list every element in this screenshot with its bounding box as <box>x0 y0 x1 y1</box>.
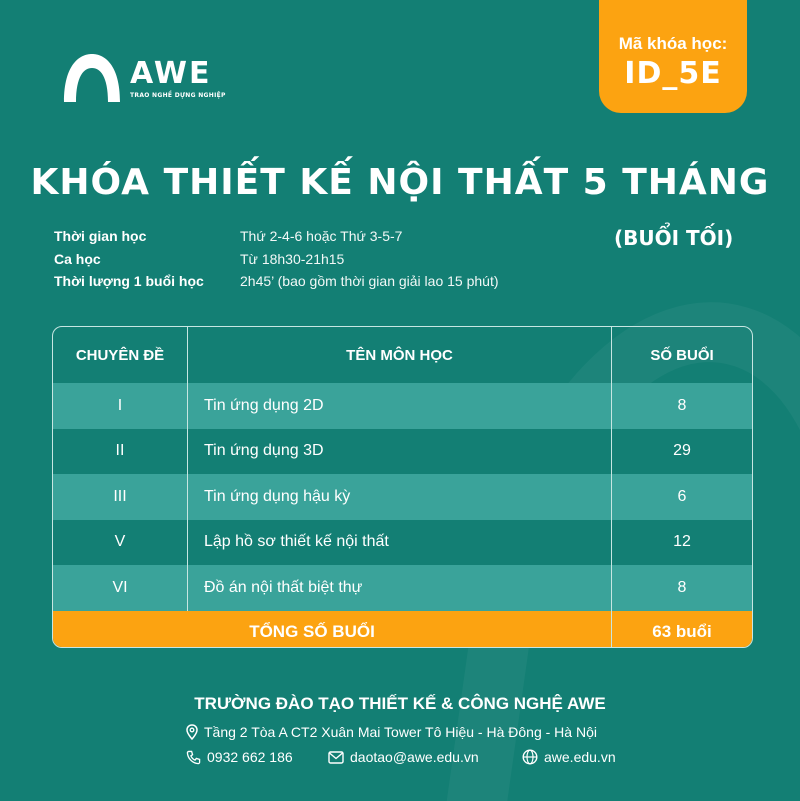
header-subject: TÊN MÔN HỌC <box>188 327 612 383</box>
curriculum-table <box>52 326 753 648</box>
email-address[interactable]: daotao@awe.edu.vn <box>350 749 479 765</box>
topic-cell: V <box>53 520 188 566</box>
website-url[interactable]: awe.edu.vn <box>544 749 616 765</box>
email-line <box>328 749 479 765</box>
mail-icon <box>328 751 344 764</box>
address-text: Tầng 2 Tòa A CT2 Xuân Mai Tower Tô Hiệu - Hà Đông - Hà Nội <box>204 724 597 740</box>
awe-arch-logo-icon <box>60 52 124 104</box>
info-value: Thứ 2-4-6 hoặc Thứ 3-5-7 <box>240 228 403 245</box>
topic-cell: VI <box>53 565 188 611</box>
total-label: TỔNG SỐ BUỔI <box>53 611 612 649</box>
page-subtitle: (BUỔI TỐI) <box>614 226 734 250</box>
address-line <box>186 724 597 740</box>
info-key: Ca học <box>54 250 101 267</box>
awe-logo <box>60 52 226 104</box>
phone-number[interactable]: 0932 662 186 <box>207 749 293 765</box>
sessions-cell: 6 <box>677 487 687 505</box>
location-pin-icon <box>186 724 198 740</box>
logo-tagline: TRAO NGHỀ DỰNG NGHIỆP <box>130 92 226 99</box>
subject-cell: Tin ứng dụng 2D <box>188 383 612 429</box>
page-title: KHÓA THIẾT KẾ NỘI THẤT 5 THÁNG <box>30 162 770 203</box>
sessions-cell: 12 <box>673 533 691 551</box>
info-row-duration <box>54 270 499 293</box>
total-value: 63 buổi <box>652 621 712 641</box>
topic-cell: II <box>53 429 188 475</box>
table-header-row <box>53 327 752 383</box>
phone-icon <box>186 750 201 765</box>
globe-icon <box>522 749 538 765</box>
school-name: TRƯỜNG ĐÀO TẠO THIẾT KẾ & CÔNG NGHỆ AWE <box>194 694 606 713</box>
table-row <box>53 520 752 566</box>
subject-cell: Tin ứng dụng 3D <box>188 429 612 475</box>
info-row-study-time <box>54 225 499 248</box>
subject-cell: Lập hồ sơ thiết kế nội thất <box>188 520 612 566</box>
sessions-cell: 8 <box>677 396 687 414</box>
table-total-row <box>53 611 752 649</box>
sessions-cell: 29 <box>673 442 691 460</box>
subject-cell: Đồ án nội thất biệt thự <box>188 565 612 611</box>
topic-cell: III <box>53 474 188 520</box>
topic-cell: I <box>53 383 188 429</box>
course-code-value: ID_5E <box>624 56 722 91</box>
info-key: Thời lượng 1 buổi học <box>54 273 204 290</box>
table-row <box>53 474 752 520</box>
info-value: 2h45’ (bao gồm thời gian giải lao 15 phút) <box>240 273 499 290</box>
website-line <box>522 749 616 765</box>
logo-name: AWE <box>130 56 212 91</box>
phone-line <box>186 749 293 765</box>
subject-cell: Tin ứng dụng hậu kỳ <box>188 474 612 520</box>
schedule-info <box>54 225 499 293</box>
course-code-badge <box>599 0 747 113</box>
header-sessions: SỐ BUỔI <box>650 346 714 364</box>
table-row <box>53 429 752 475</box>
table-row <box>53 565 752 611</box>
course-code-label: Mã khóa học: <box>618 34 728 53</box>
header-topic: CHUYÊN ĐỀ <box>53 327 188 383</box>
sessions-cell: 8 <box>677 578 687 596</box>
table-row <box>53 383 752 429</box>
info-row-shift <box>54 248 499 271</box>
info-key: Thời gian học <box>54 228 147 245</box>
info-value: Từ 18h30-21h15 <box>240 250 345 267</box>
